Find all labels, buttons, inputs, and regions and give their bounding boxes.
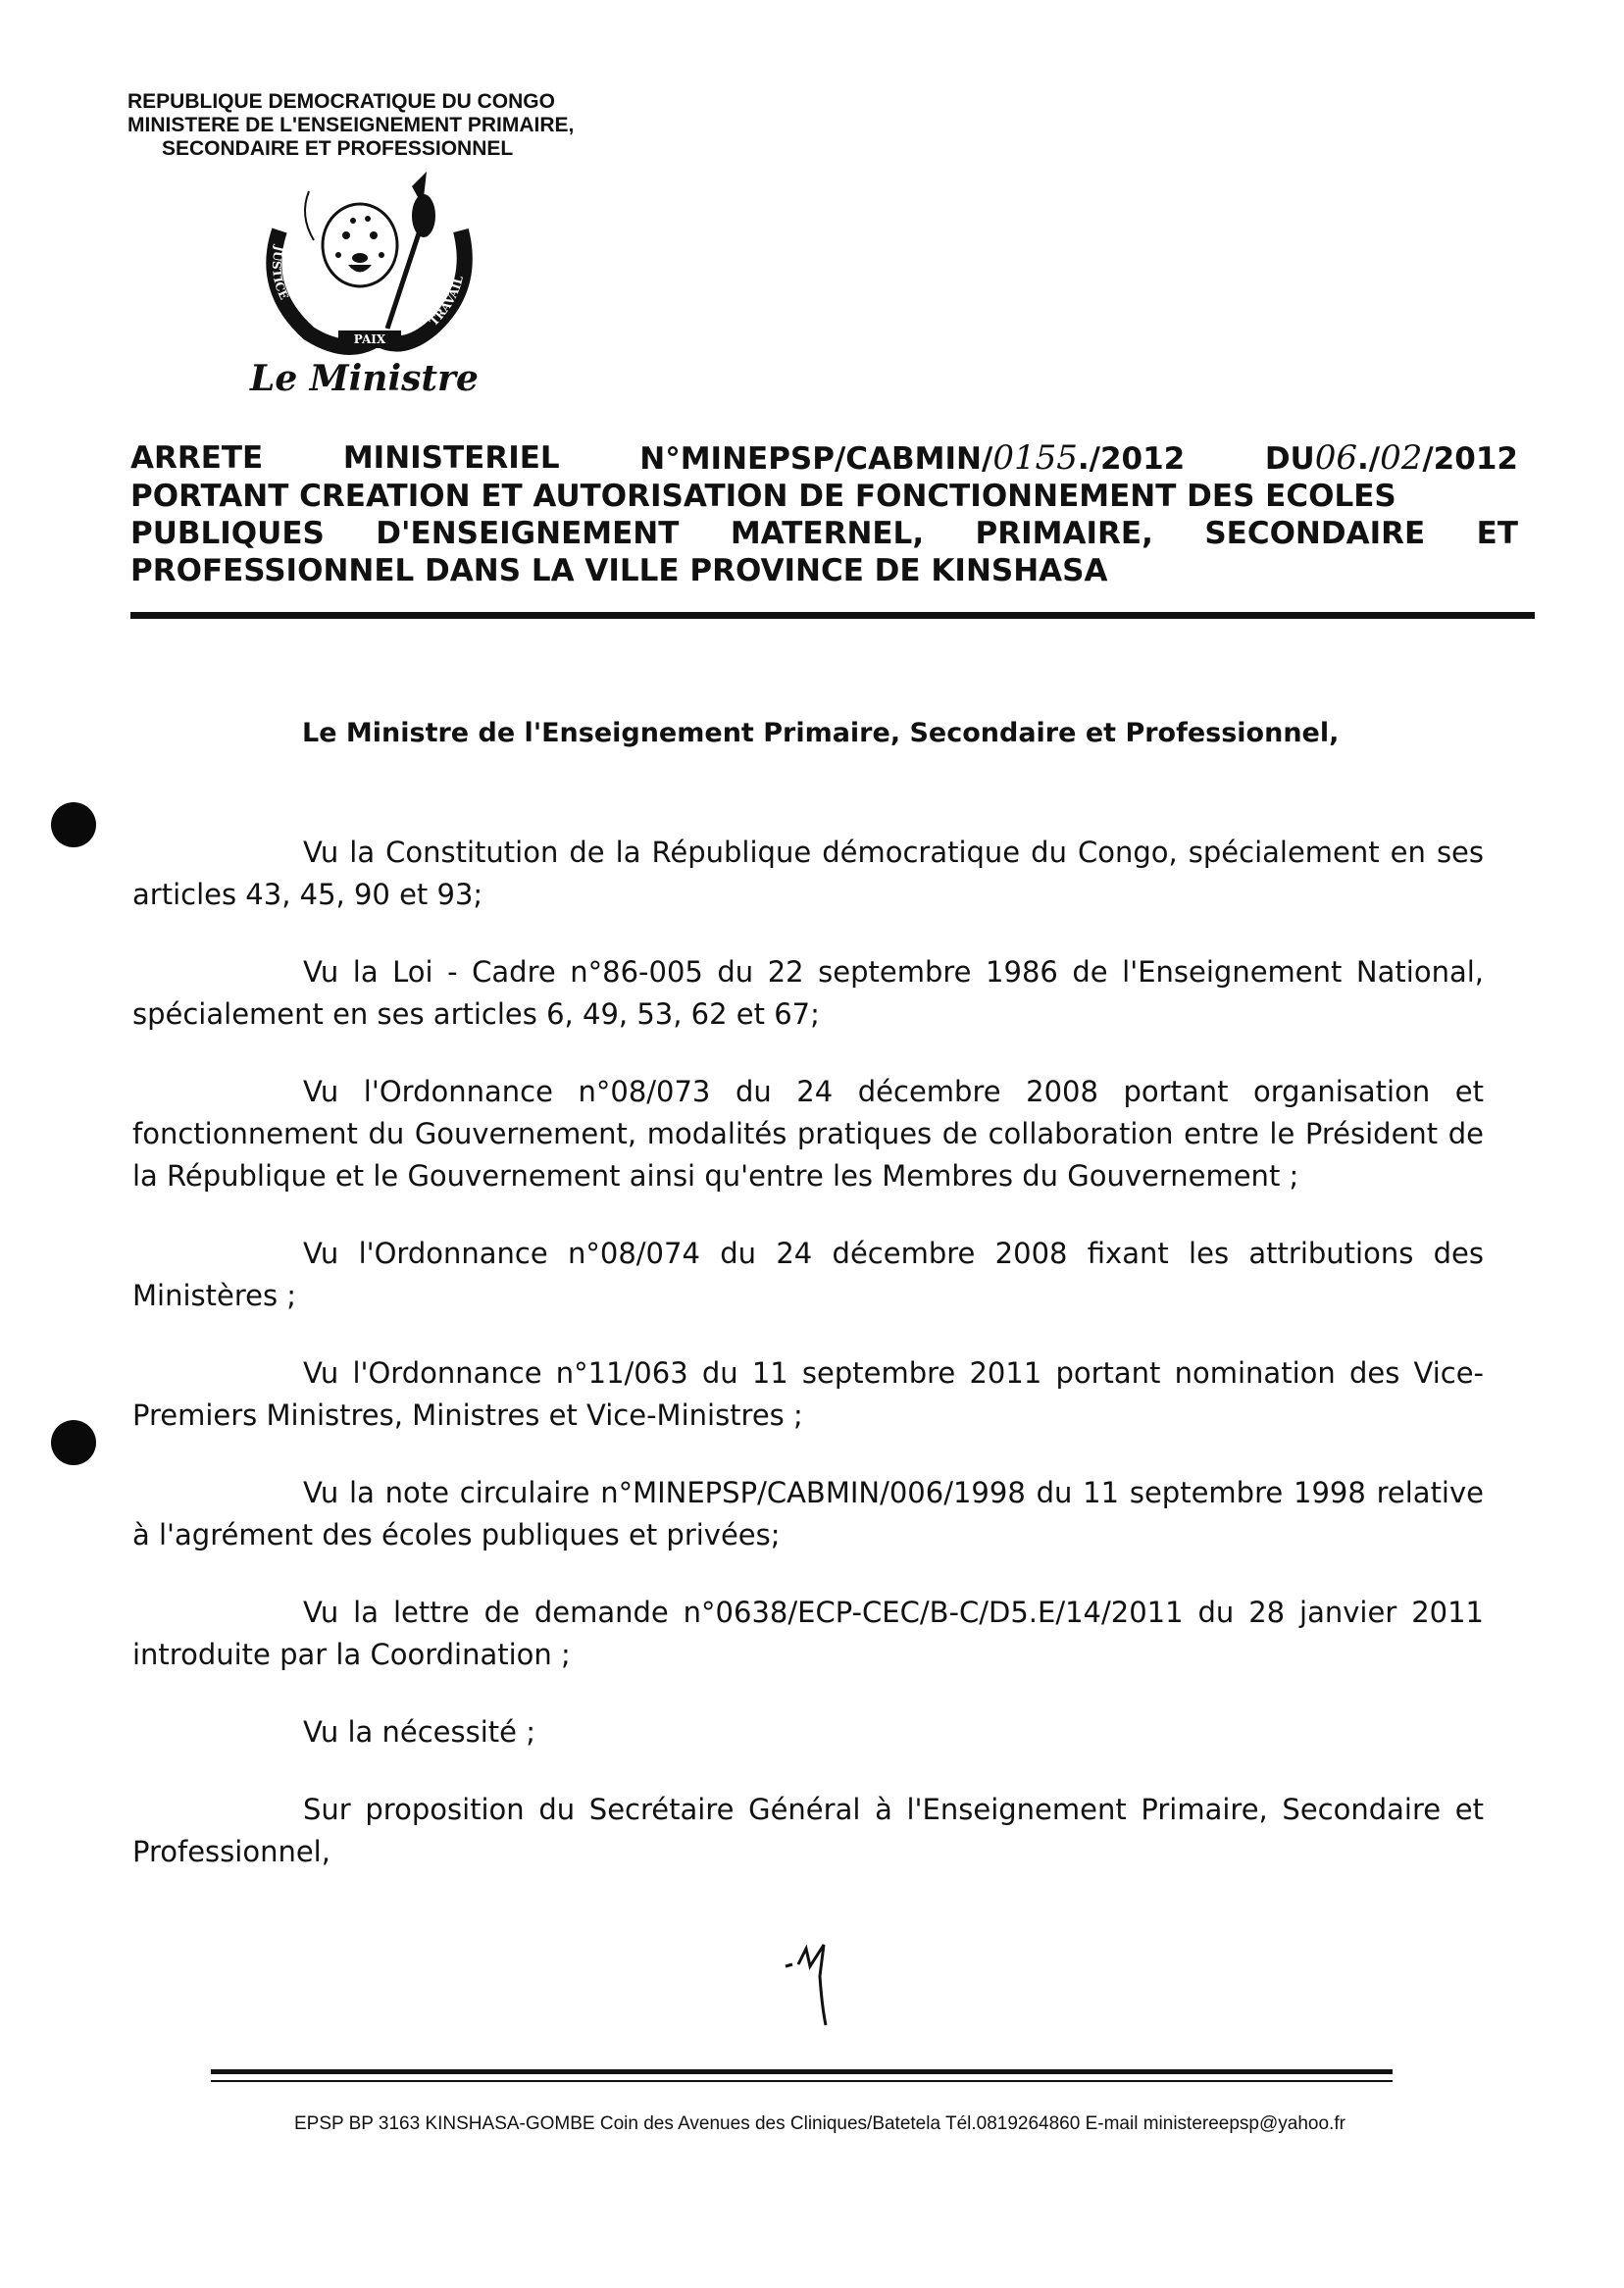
recital-paragraph: Vu la note circulaire n°MINEPSP/CABMIN/006/1998 du 11 septembre 1998 relative à l'agrément des écoles publiques et privées; [132,1476,1484,1551]
handwritten-month: 02 [1380,438,1423,478]
recital-paragraph: Vu l'Ordonnance n°08/074 du 24 décembre 2008 fixant les attributions des Ministères ; [132,1237,1484,1312]
recital-paragraph: Vu la Constitution de la République démocratique du Congo, spécialement en ses articles 43, 45, 90 et 93; [132,836,1484,911]
ministry-name-line1: MINISTERE DE L'ENSEIGNEMENT PRIMAIRE, [127,114,575,136]
recital-paragraph: Vu la lettre de demande n°0638/ECP-CEC/B-C/D5.E/14/2011 du 28 janvier 2011 introduite par la Coordination ; [132,1596,1484,1671]
title-word: D'ENSEIGNEMENT [376,516,680,551]
punch-hole-mark [51,1420,96,1465]
decree-title-line1 [130,439,1518,478]
title-word: PRIMAIRE, [975,516,1153,551]
coat-of-arms-emblem [240,172,495,378]
recital-paragraph: Vu l'Ordonnance n°08/073 du 24 décembre 2008 portant organisation et fonctionnement du Gouvernement, modalités pratiques de collaboration entre le Président de la République et le Gouvernement ainsi qu'entre les Membres du Gouvernement ; [132,1075,1484,1193]
recital-paragraph: Sur proposition du Secrétaire Général à l'Enseignement Primaire, Secondaire et Professionnel, [132,1793,1484,1868]
minister-intro: Le Ministre de l'Enseignement Primaire, Secondaire et Professionnel, [302,718,1340,748]
punch-hole-mark [51,802,96,847]
recital-paragraph: Vu l'Ordonnance n°11/063 du 11 septembre 2011 portant nomination des Vice-Premiers Ministres, Ministres et Vice-Ministres ; [132,1356,1484,1432]
title-divider [130,612,1535,619]
decree-number: N°MINEPSP/CABMIN/0155./2012 [639,438,1186,478]
decree-title-line2 [130,478,1518,515]
decree-title-line3 [130,515,1518,552]
footer-divider [211,2069,1393,2074]
emblem-motto-travail: TRAVAIL [427,274,466,330]
letterhead [127,90,574,161]
title-word: ET [1476,516,1518,551]
decree-title [130,439,1518,589]
decree-date: DU06./02/2012 [1264,438,1518,478]
handwritten-day: 06 [1314,438,1357,478]
handwritten-initial-mark [781,1937,859,2030]
footer-divider-thin [211,2080,1393,2082]
decree-title-line4 [130,552,1518,589]
title-text: PROFESSIONNEL DANS LA VILLE PROVINCE DE KINSHASA [130,553,1108,588]
title-word: ARRETE [130,440,264,476]
country-name: REPUBLIQUE DEMOCRATIQUE DU CONGO [127,90,555,113]
emblem-motto-justice: JUSTICE [270,244,291,302]
title-word: MINISTERIEL [342,440,560,476]
title-text: PORTANT CREATION ET AUTORISATION DE FONCTIONNEMENT DES ECOLES [130,479,1396,514]
decree-body [132,832,1484,1908]
emblem-motto-paix: PAIX [353,332,386,346]
footer-contact: EPSP BP 3163 KINSHASA-GOMBE Coin des Avenues des Cliniques/Batetela Tél.0819264860 E-mail ministereepsp@yahoo.fr [294,2113,1345,2134]
recital-paragraph: Vu la nécessité ; [303,1715,535,1749]
ministry-name-line2: SECONDAIRE ET PROFESSIONNEL [162,137,514,160]
title-word: PUBLIQUES [130,516,325,551]
handwritten-number: 0155 [992,438,1078,478]
minister-signature-title: Le Ministre [250,358,479,399]
recital-paragraph: Vu la Loi - Cadre n°86-005 du 22 septembre 1986 de l'Enseignement National, spécialement en ses articles 6, 49, 53, 62 et 67; [132,955,1484,1031]
title-word: SECONDAIRE [1204,516,1426,551]
title-word: MATERNEL, [730,516,925,551]
